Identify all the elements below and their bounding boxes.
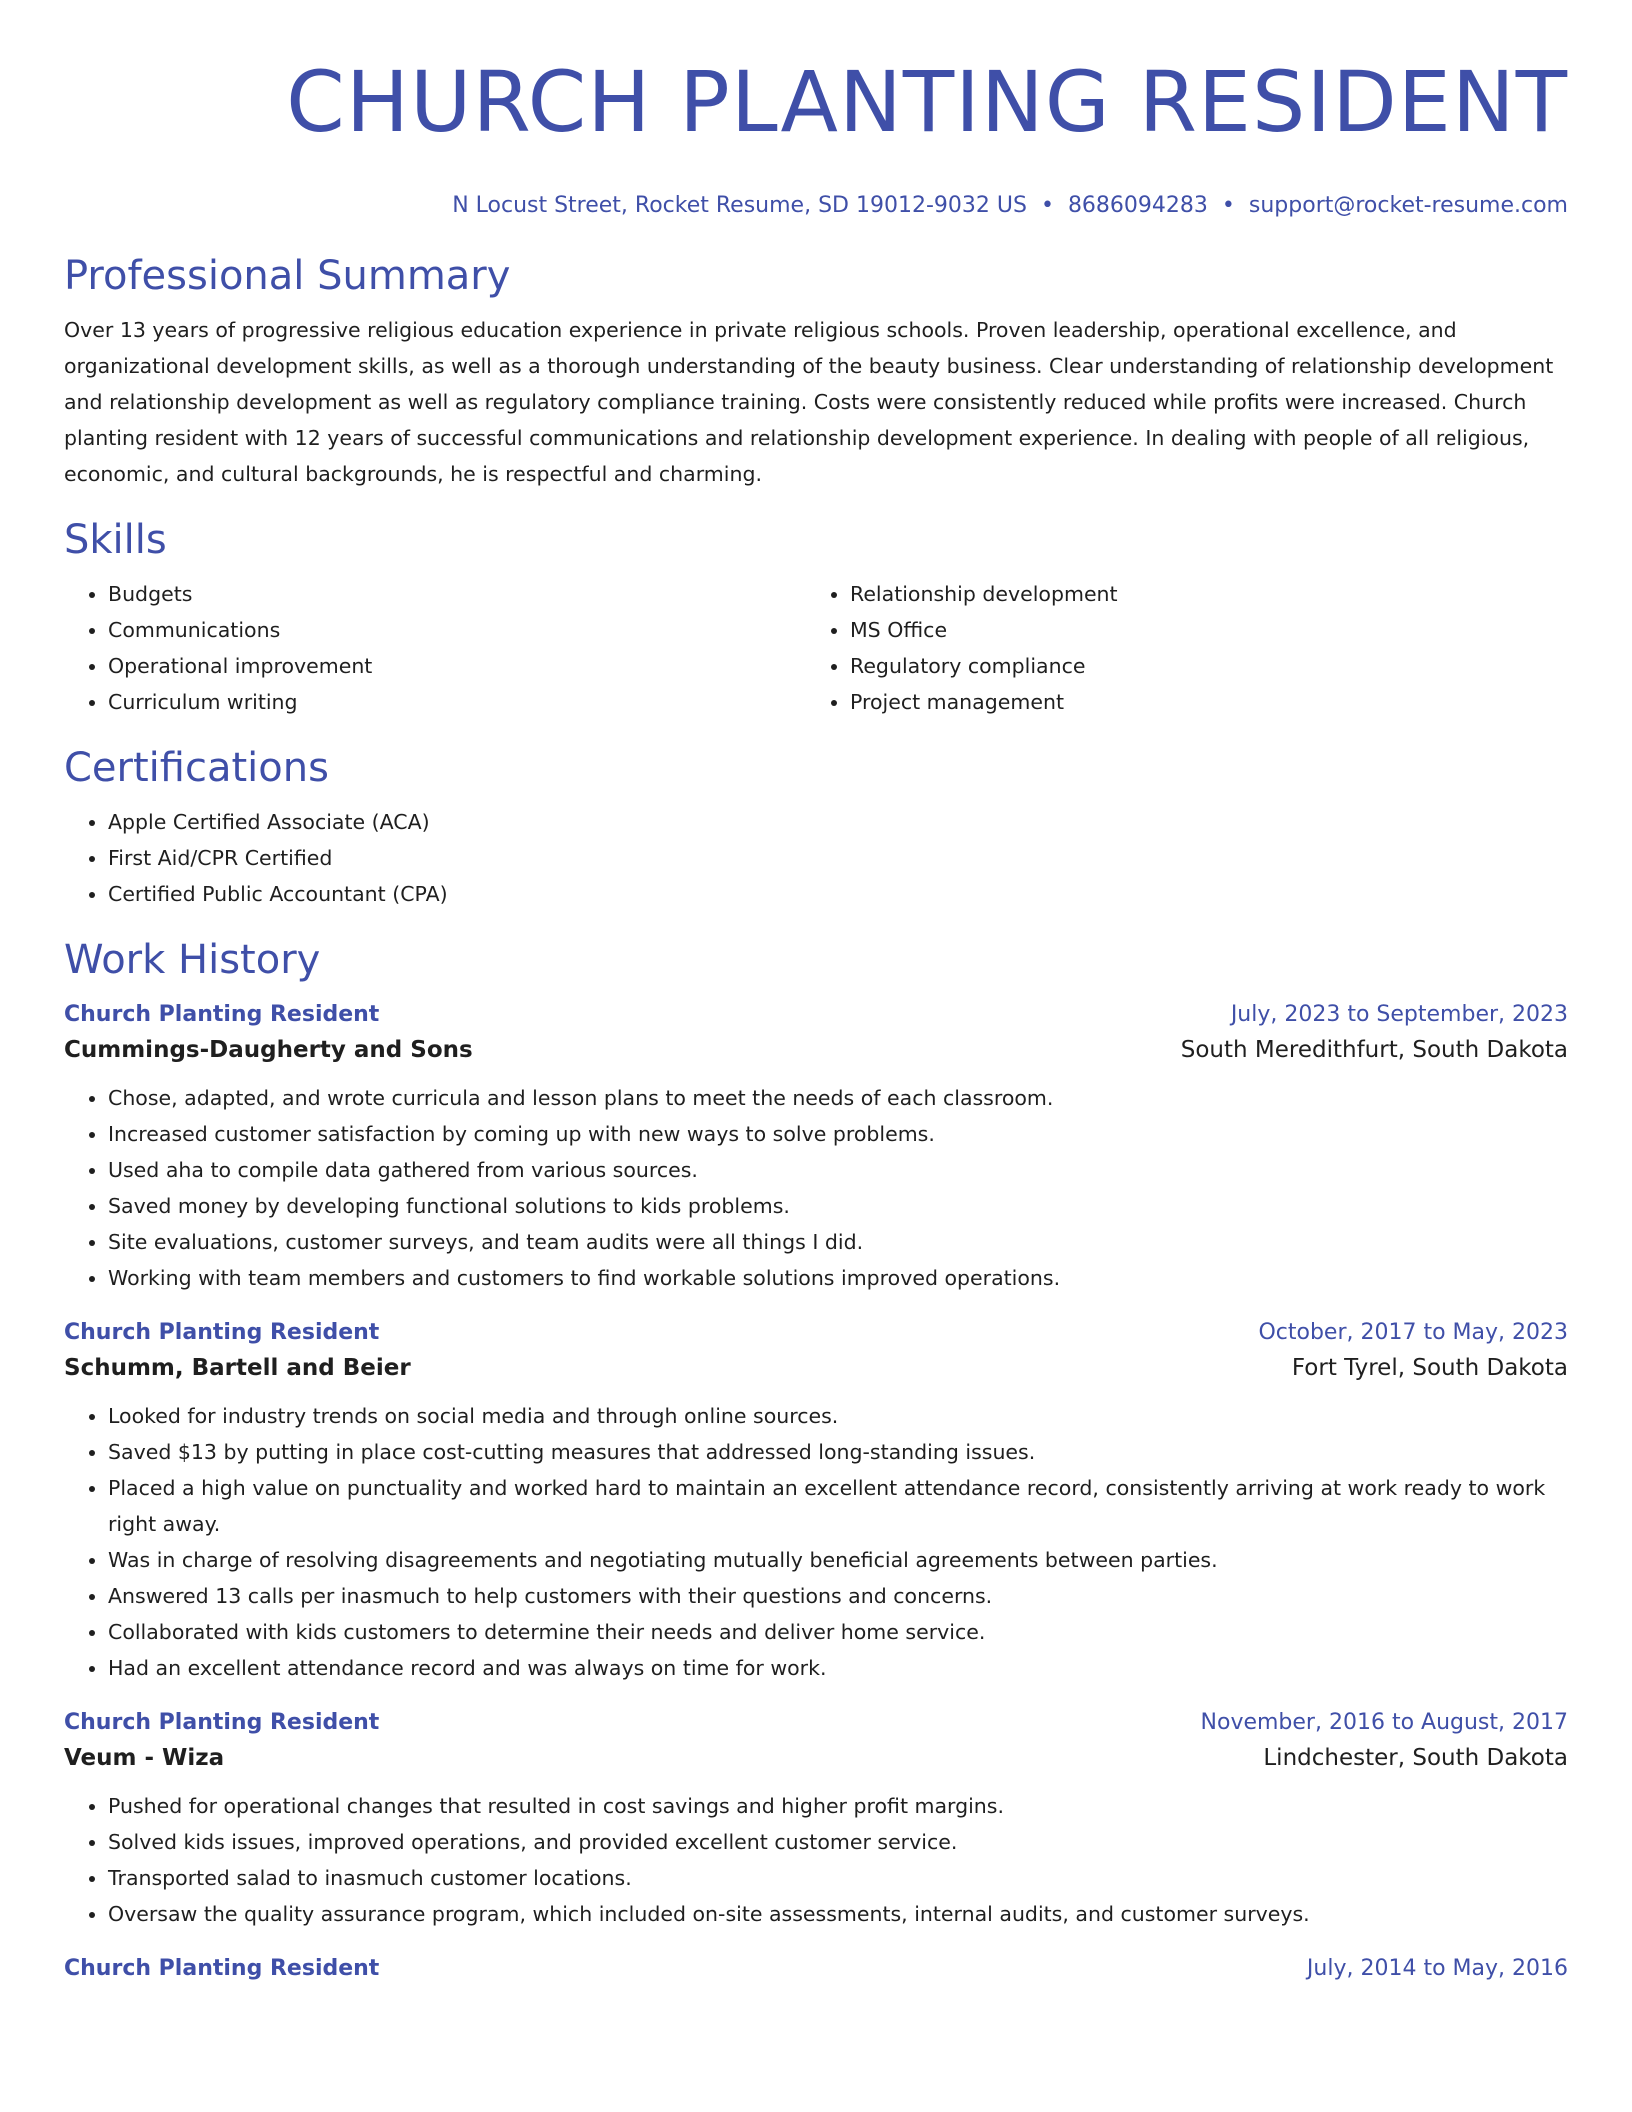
job-bullet: • Answered 13 calls per inasmuch to help customers with their questions and concerns. [108, 1578, 1568, 1614]
job-title: Church Planting Resident [64, 1956, 380, 1981]
skills-section [64, 514, 1568, 720]
job-bullet: • Placed a high value on punctuality and worked hard to maintain an excellent attendance record, consistently arriving at work ready to work right away. [108, 1470, 1568, 1542]
job-header [64, 1318, 1568, 1348]
skills-grid [64, 576, 1568, 720]
certifications-section [64, 742, 1568, 912]
job-bullet: • Saved $13 by putting in place cost-cutting measures that addressed long-standing issues. [108, 1434, 1568, 1470]
job-dates: July, 2014 to May, 2016 [1306, 1956, 1568, 1981]
job-location: Fort Tyrel, South Dakota [1291, 1355, 1568, 1381]
job-bullets [64, 1398, 1568, 1686]
job-bullet: • Collaborated with kids customers to determine their needs and deliver home service. [108, 1614, 1568, 1650]
skill-item: • MS Office [850, 612, 1548, 648]
job-entry [64, 1000, 1568, 1296]
resume-name: CHURCH PLANTING RESIDENT [286, 53, 1568, 151]
job-header [64, 1708, 1568, 1738]
job-dates: November, 2016 to August, 2017 [1200, 1710, 1568, 1735]
job-header [64, 1954, 1568, 1984]
job-bullet: • Site evaluations, customer surveys, and team audits were all things I did. [108, 1224, 1568, 1260]
job-entry [64, 1318, 1568, 1686]
job-title: Church Planting Resident [64, 1320, 380, 1345]
skill-item: • Regulatory compliance [850, 648, 1548, 684]
skill-item: • Operational improvement [108, 648, 806, 684]
certification-item: • Certified Public Accountant (CPA) [108, 876, 1568, 912]
work-history-section [64, 934, 1568, 1984]
contact-email[interactable]: support@rocket-resume.com [1248, 193, 1568, 218]
skill-item: • Relationship development [850, 576, 1548, 612]
job-bullet: • Had an excellent attendance record and was always on time for work. [108, 1650, 1568, 1686]
job-subheader [64, 1348, 1568, 1388]
section-title-work-history: Work History [64, 937, 321, 983]
job-bullet: • Chose, adapted, and wrote curricula and lesson plans to meet the needs of each classroom. [108, 1080, 1568, 1116]
job-bullets [64, 1788, 1568, 1932]
job-subheader [64, 1738, 1568, 1778]
skills-list-right [806, 576, 1548, 720]
job-company: Veum - Wiza [64, 1745, 225, 1771]
contact-line [64, 192, 1568, 220]
section-title-skills: Skills [64, 517, 167, 563]
contact-phone[interactable]: 8686094283 [1067, 193, 1208, 218]
job-entry [64, 1708, 1568, 1932]
job-bullet: • Saved money by developing functional solutions to kids problems. [108, 1188, 1568, 1224]
job-header [64, 1000, 1568, 1030]
job-bullet: • Solved kids issues, improved operations, and provided excellent customer service. [108, 1824, 1568, 1860]
job-dates: October, 2017 to May, 2023 [1258, 1320, 1568, 1345]
job-location: Lindchester, South Dakota [1263, 1745, 1568, 1771]
job-title: Church Planting Resident [64, 1710, 380, 1735]
job-bullet: • Pushed for operational changes that resulted in cost savings and higher profit margins. [108, 1788, 1568, 1824]
job-bullets [64, 1080, 1568, 1296]
job-bullet: • Transported salad to inasmuch customer locations. [108, 1860, 1568, 1896]
skill-item: • Curriculum writing [108, 684, 806, 720]
job-bullet: • Used aha to compile data gathered from various sources. [108, 1152, 1568, 1188]
job-location: South Meredithfurt, South Dakota [1180, 1037, 1568, 1063]
job-bullet: • Looked for industry trends on social media and through online sources. [108, 1398, 1568, 1434]
certification-item: • Apple Certified Associate (ACA) [108, 804, 1568, 840]
job-bullet: • Working with team members and customers to find workable solutions improved operations. [108, 1260, 1568, 1296]
skill-item: • Communications [108, 612, 806, 648]
contact-address: N Locust Street, Rocket Resume, SD 19012-9032 US [452, 193, 1027, 218]
contact-separator: • [1221, 193, 1235, 218]
skill-item: • Budgets [108, 576, 806, 612]
job-bullet: • Was in charge of resolving disagreements and negotiating mutually beneficial agreements between parties. [108, 1542, 1568, 1578]
job-bullet: • Increased customer satisfaction by coming up with new ways to solve problems. [108, 1116, 1568, 1152]
job-entry [64, 1954, 1568, 1984]
contact-separator: • [1040, 193, 1054, 218]
certification-item: • First Aid/CPR Certified [108, 840, 1568, 876]
section-title-certifications: Certifications [64, 745, 329, 791]
job-company: Cummings-Daugherty and Sons [64, 1037, 473, 1063]
job-company: Schumm, Bartell and Beier [64, 1355, 411, 1381]
section-title-summary: Professional Summary [64, 253, 511, 299]
skill-item: • Project management [850, 684, 1548, 720]
summary-text: Over 13 years of progressive religious education experience in private religious schools. Proven leadership, operational excellence, and organizational development skills, as well as a thorough understanding of the beauty business. Clear understanding of relationship development and relationship development as well as regulatory compliance training. Costs were consistently reduced while profits were increased. Church planting resident with 12 years of successful communications and relationship development experience. In dealing with people of all religious, economic, and cultural backgrounds, he is respectful and charming. [64, 318, 1554, 486]
job-dates: July, 2023 to September, 2023 [1230, 1002, 1568, 1027]
job-subheader [64, 1030, 1568, 1070]
job-title: Church Planting Resident [64, 1002, 380, 1027]
job-bullet: • Oversaw the quality assurance program, which included on-site assessments, internal audits, and customer surveys. [108, 1896, 1568, 1932]
skills-list-left [64, 576, 806, 720]
certifications-list [64, 804, 1568, 912]
summary-section [64, 250, 1568, 492]
